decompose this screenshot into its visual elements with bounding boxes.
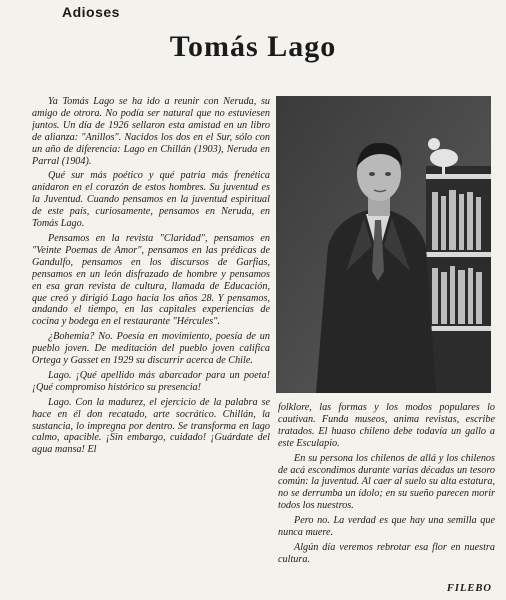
article-title: Tomás Lago <box>169 30 337 63</box>
article-paragraph: Lago. ¡Qué apellido más abarcador para un poeta! ¡Qué compromiso histórico su presencia! <box>32 369 270 393</box>
article-right-column <box>278 402 495 598</box>
article-paragraph: ¿Bohemia? No. Poesía en movimiento, poesía de un pueblo joven. De meditación del pueblo joven califica Ortega y Gasset en 1929 su discurrir acerca de Chile. <box>32 331 270 367</box>
article-paragraph: Pero no. La verdad es que hay una semilla que nunca muere. <box>278 515 495 539</box>
article-paragraph: En su persona los chilenos de allá y los chilenos de acá escondimos durante varias décadas un tesoro común: la juventud. Al caer al suelo su alta estatura, no se derrumba un ídolo; en su sueño parecen morir todos los nuestros. <box>278 452 495 512</box>
article-paragraph: folklore, las formas y los modos populares lo cautivan. Funda museos, anima revistas, escribe tratados. El huaso chileno debe todavía un gallo a este Esculapio. <box>278 402 495 449</box>
article-paragraph: Ya Tomás Lago se ha ido a reunir con Neruda, su amigo de otrora. No podía ser natural que no estuviesen juntos. Un día de 1926 sellaron esta amistad en un libro de alianza: "Anillos". Nacidos los dos en el Sur, sólo con un año de diferencia: Lago en Chillán (1903), Neruda en Parral (1904). <box>32 96 270 167</box>
article-paragraph: Qué sur más poético y qué patria más frenética anidaron en el corazón de estos hombres. Su juventud es la Juventud. Cuando pensamos en la juventud espiritual de este país, curiosamente, pensamos en Neruda, en Tomás Lago. <box>32 170 270 230</box>
article-paragraph: Pensamos en la revista "Claridad", pensamos en "Veinte Poemas de Amor", pensamos en las prédicas de Gandulfo, pensamos en los discursos de Garfias, pensamos en un león disfrazado de hombre y pensamos en esa gran revista de cultura, llamada de Educación, que creó y dirigió Lago hacia los años 28. Y pensamos, andando el tiempo, en las capitales experiencias de cocina y bodega en el restaurante "Hércules". <box>32 232 270 328</box>
section-label: Adioses <box>62 4 120 20</box>
author-signature: FILEBO <box>446 583 492 594</box>
portrait-photo <box>276 96 491 393</box>
article-paragraph: Lago. Con la madurez, el ejercicio de la palabra se hace en él don recatado, arte socrático. Chillán, la sustancia, lo impregna por dentro. Se transforma en lago calmo, apacible. ¡Sin embargo, cuidado! ¡Guárdate del agua mansa! El <box>32 396 270 456</box>
article-left-column <box>32 96 270 596</box>
portrait-illustration <box>276 96 491 393</box>
article-paragraph: Algún día veremos rebrotar esa flor en nuestra cultura. <box>278 541 495 565</box>
